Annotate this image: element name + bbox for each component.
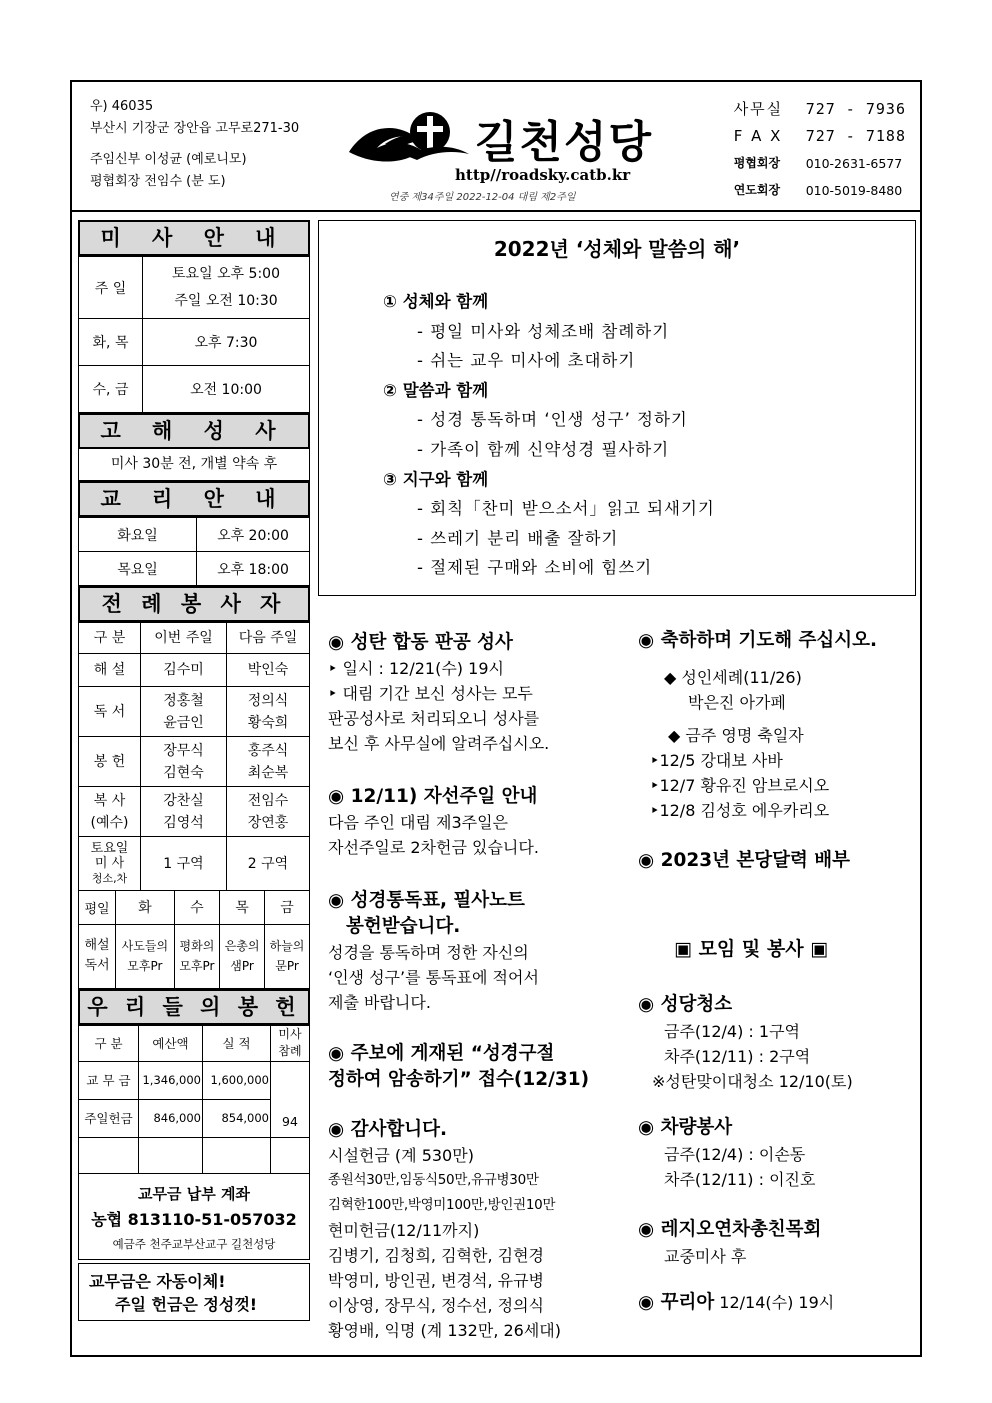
mass-schedule-title: 미 사 안 내 xyxy=(78,220,310,256)
theme-heading: ③ 지구와 함께 xyxy=(383,469,489,489)
cleaning-role: 토요일 미 사 청소,차 xyxy=(79,837,141,891)
offering-header-budget: 예산액 xyxy=(139,1025,203,1061)
account-box xyxy=(78,1174,310,1260)
servers-table xyxy=(78,622,310,891)
contact-block xyxy=(734,96,906,204)
servers-header-next: 다음 주일 xyxy=(227,623,310,654)
slogan-line: 교무금은 자동이체! xyxy=(89,1271,226,1291)
curia-line: ◉ 꾸리아 12/14(수) 19시 xyxy=(638,1292,835,1313)
mass-attendance: 94 xyxy=(271,1061,310,1137)
offering-budget: 846,000 xyxy=(139,1099,203,1137)
account-holder: 예금주 천주교부산교구 길천성당 xyxy=(112,1236,276,1251)
catechism-time: 오후 20:00 xyxy=(197,518,310,552)
account-number: 농협 813110-51-057032 xyxy=(91,1209,297,1229)
offering-header-div: 구 분 xyxy=(79,1025,139,1061)
theme-sub-item: - 절제된 구매와 소비에 힘쓰기 xyxy=(417,558,653,578)
offering-label: 주일헌금 xyxy=(79,1099,139,1137)
tue-thu-label: 화, 목 xyxy=(79,319,143,366)
account-title: 교무금 납부 계좌 xyxy=(138,1184,250,1203)
theme-sub-item: - 회칙「찬미 받으소서」읽고 되새기기 xyxy=(417,499,715,519)
wed-fri-label: 수, 금 xyxy=(79,366,143,413)
weekday-servers-table xyxy=(78,891,310,989)
weekday-group: 평화의 모후Pr xyxy=(174,924,219,988)
offering-title: 우 리 들 의 봉 헌 xyxy=(78,989,310,1025)
weekday-day: 금 xyxy=(265,891,310,924)
theme-title: 2022년 ‘성체와 말씀의 해’ xyxy=(493,237,741,261)
tue-thu-mass-time: 오후 7:30 xyxy=(143,319,310,366)
saturday-mass-time: 토요일 오후 5:00 xyxy=(172,265,280,282)
notice-thanks: ◉ 감사합니다. 시설헌금 (계 530만) 종원석30만,임동식50만,유규병30만 김혁한100만,박영미100만,방인권10만 현미헌금(12/11까지) 김병기, 김청희, 김혁한, 김현경 박영미, 방인권, 변경석, 유규병 이상영, 장무식, 정수선, 정의식 황영배, 익명 (계 132만, 26세대) xyxy=(328,1119,562,1340)
legio-title: ◉ 레지오연차총친목회 xyxy=(638,1219,822,1240)
baptism-name: 박은진 아가페 xyxy=(688,693,786,712)
bulletin-header xyxy=(72,82,920,212)
weekday-group: 사도들의 모후Pr xyxy=(116,924,175,988)
confession-text: 미사 30분 전, 개별 약속 후 xyxy=(78,449,310,481)
feast-item: ‣12/8 김성호 에우카리오 xyxy=(650,801,830,820)
weekday-role: 해설 독서 xyxy=(79,924,116,988)
catechism-time: 오후 18:00 xyxy=(197,552,310,586)
cleaning-this-week: 1 구역 xyxy=(141,837,227,891)
issue-info: 연중 제34주일 2022-12-04 대림 제2주일 xyxy=(389,192,576,203)
mass-schedule-table xyxy=(78,256,310,413)
calendar-notice: ◉ 2023년 본당달력 배부 xyxy=(638,850,851,871)
meetings-title: ▣ 모임 및 봉사 ▣ xyxy=(674,938,829,960)
weekday-label: 평일 xyxy=(79,891,116,924)
offering-header-actual: 실 적 xyxy=(203,1025,271,1061)
notice-verse-memorize: ◉ 주보에 게재된 “성경구절 정하여 암송하기” 접수(12/31) xyxy=(328,1043,590,1090)
theme-sub-item: - 성경 통독하며 ‘인생 성구’ 정하기 xyxy=(417,410,688,430)
theme-sub-item: - 가족이 함께 신약성경 필사하기 xyxy=(417,439,670,459)
servers-header-this: 이번 주일 xyxy=(141,623,227,654)
server-next-week: 박인숙 xyxy=(227,654,310,687)
council-phone-row: 평협회장 010-2631-6577 xyxy=(733,156,903,171)
theme-heading: ② 말씀과 함께 xyxy=(383,380,489,400)
server-role: 독 서 xyxy=(79,687,141,737)
cross-wave-logo-icon xyxy=(347,104,477,174)
council-head-name: 평협회장 전임수 (분 도) xyxy=(90,174,226,189)
slogan-line: 주일 헌금은 정성껏! xyxy=(115,1294,258,1314)
offering-header-attendance: 미사 참례 xyxy=(271,1025,310,1061)
server-role: 복 사 (예수) xyxy=(79,787,141,837)
slogan-box xyxy=(78,1263,310,1321)
yearly-theme-box xyxy=(318,220,916,596)
baptism-heading: ◆ 성인세례(11/26) xyxy=(664,668,802,687)
server-next-week: 홍주식 최순복 xyxy=(227,737,310,787)
address: 부산시 기장군 장안읍 고무로271-30 xyxy=(90,121,300,136)
catechism-day: 목요일 xyxy=(79,552,197,586)
weekday-day: 화 xyxy=(116,891,175,924)
server-role: 해 설 xyxy=(79,654,141,687)
server-this-week: 강찬실 김영석 xyxy=(141,787,227,837)
weekday-group: 은총의 샘Pr xyxy=(220,924,265,988)
server-this-week: 김수미 xyxy=(141,654,227,687)
prayer-request-title: ◉ 축하하며 기도해 주십시오. xyxy=(638,630,878,651)
feast-item: ‣12/5 강대보 사바 xyxy=(650,751,783,770)
pastor-name: 주임신부 이성균 (예로니모) xyxy=(90,152,247,167)
server-role: 봉 헌 xyxy=(79,737,141,787)
postal-code: 우) 46035 xyxy=(90,99,154,114)
left-sidebar xyxy=(78,220,310,1321)
cleaning-title: ◉ 성당청소 xyxy=(638,994,733,1015)
weekday-group: 하늘의 문Pr xyxy=(265,924,310,988)
offering-label: 교 무 금 xyxy=(79,1061,139,1099)
youth-phone-row: 연도회장 010-5019-8480 xyxy=(733,183,903,198)
weekday-day: 목 xyxy=(220,891,265,924)
offering-actual: 854,000 xyxy=(203,1099,271,1137)
catechism-title: 교 리 안 내 xyxy=(78,481,310,517)
server-next-week: 정의식 황숙희 xyxy=(227,687,310,737)
catechism-table xyxy=(78,517,310,586)
theme-items xyxy=(383,287,715,583)
office-phone-row: 사무실 727 - 7936 xyxy=(733,100,906,118)
notice-confession: ◉ 성탄 합동 판공 성사 ‣ 일시 : 12/21(수) 19시 ‣ 대림 기간 보신 성사는 모두 판공성사로 처리되오니 성사를 보신 후 사무실에 알려주십시오. xyxy=(328,632,550,753)
church-logo xyxy=(347,92,697,202)
weekday-day: 수 xyxy=(174,891,219,924)
feast-item: ‣12/7 황유진 암브로시오 xyxy=(650,776,830,795)
servers-title: 전 례 봉 사 자 xyxy=(78,586,310,622)
sunday-label: 주 일 xyxy=(79,257,143,319)
fax-row: F A X 727 - 7188 xyxy=(733,127,906,145)
notice-bible-reading: ◉ 성경통독표, 필사노트 봉헌받습니다. 성경을 통독하며 정한 자신의 ‘인생 성구’를 통독표에 적어서 제출 바랍니다. xyxy=(328,890,539,1012)
feast-heading: ◆ 금주 영명 축일자 xyxy=(668,726,804,745)
church-address-block xyxy=(90,96,299,193)
server-this-week: 정홍철 윤금인 xyxy=(141,687,227,737)
server-this-week: 장무식 김현숙 xyxy=(141,737,227,787)
catechism-day: 화요일 xyxy=(79,518,197,552)
server-next-week: 전임수 장연홍 xyxy=(227,787,310,837)
theme-sub-item: - 쓰레기 분리 배출 잘하기 xyxy=(417,528,619,548)
offering-actual: 1,600,000 xyxy=(203,1061,271,1099)
church-url[interactable]: http//roadsky.catb.kr xyxy=(455,166,631,184)
offering-budget: 1,346,000 xyxy=(139,1061,203,1099)
confession-title: 고 해 성 사 xyxy=(78,413,310,449)
wed-fri-mass-time: 오전 10:00 xyxy=(143,366,310,413)
servers-header-div: 구 분 xyxy=(79,623,141,654)
church-name: 길천성당 xyxy=(475,117,654,168)
theme-heading: ① 성체와 함께 xyxy=(383,292,489,311)
vehicle-service-title: ◉ 차량봉사 xyxy=(638,1117,733,1138)
offering-table xyxy=(78,1025,310,1174)
sunday-mass-time: 주일 오전 10:30 xyxy=(174,292,278,309)
theme-sub-item: - 쉬는 교우 미사에 초대하기 xyxy=(417,351,636,371)
cleaning-next-week: 2 구역 xyxy=(227,837,310,891)
notice-charity-sunday: ◉ 12/11) 자선주일 안내 다음 주인 대림 제3주일은 자선주일로 2차헌금 있습니다. xyxy=(328,786,539,857)
bulletin-frame xyxy=(70,80,922,1357)
theme-sub-item: - 평일 미사와 성체조배 참례하기 xyxy=(417,321,670,341)
right-column: ◉ 축하하며 기도해 주십시오. ◆ 성인세례(11/26) 박은진 아가페 ◆ 금주 영명 축일자 ‣12/5 강대보 사바 ‣12/7 황유진 암브로시오 ‣12/8 김성호 에우카리오 ◉ 2023년 본당달력 배부 ▣ 모임 및 봉사 ▣ ◉ 성당청소 금주(12/4) : 1구역 차주(12/11) : 2구역 ※성탄맞이대청소 12/10(토) ◉ 차량봉사 금주(12/4) : 이손동 차주(12/11) : 이진호 ◉ 레지오연차총친목회 교중미사 후 ◉ 꾸리아 12/14(수) 19시 xyxy=(638,627,918,1317)
notices-column xyxy=(328,630,618,1363)
